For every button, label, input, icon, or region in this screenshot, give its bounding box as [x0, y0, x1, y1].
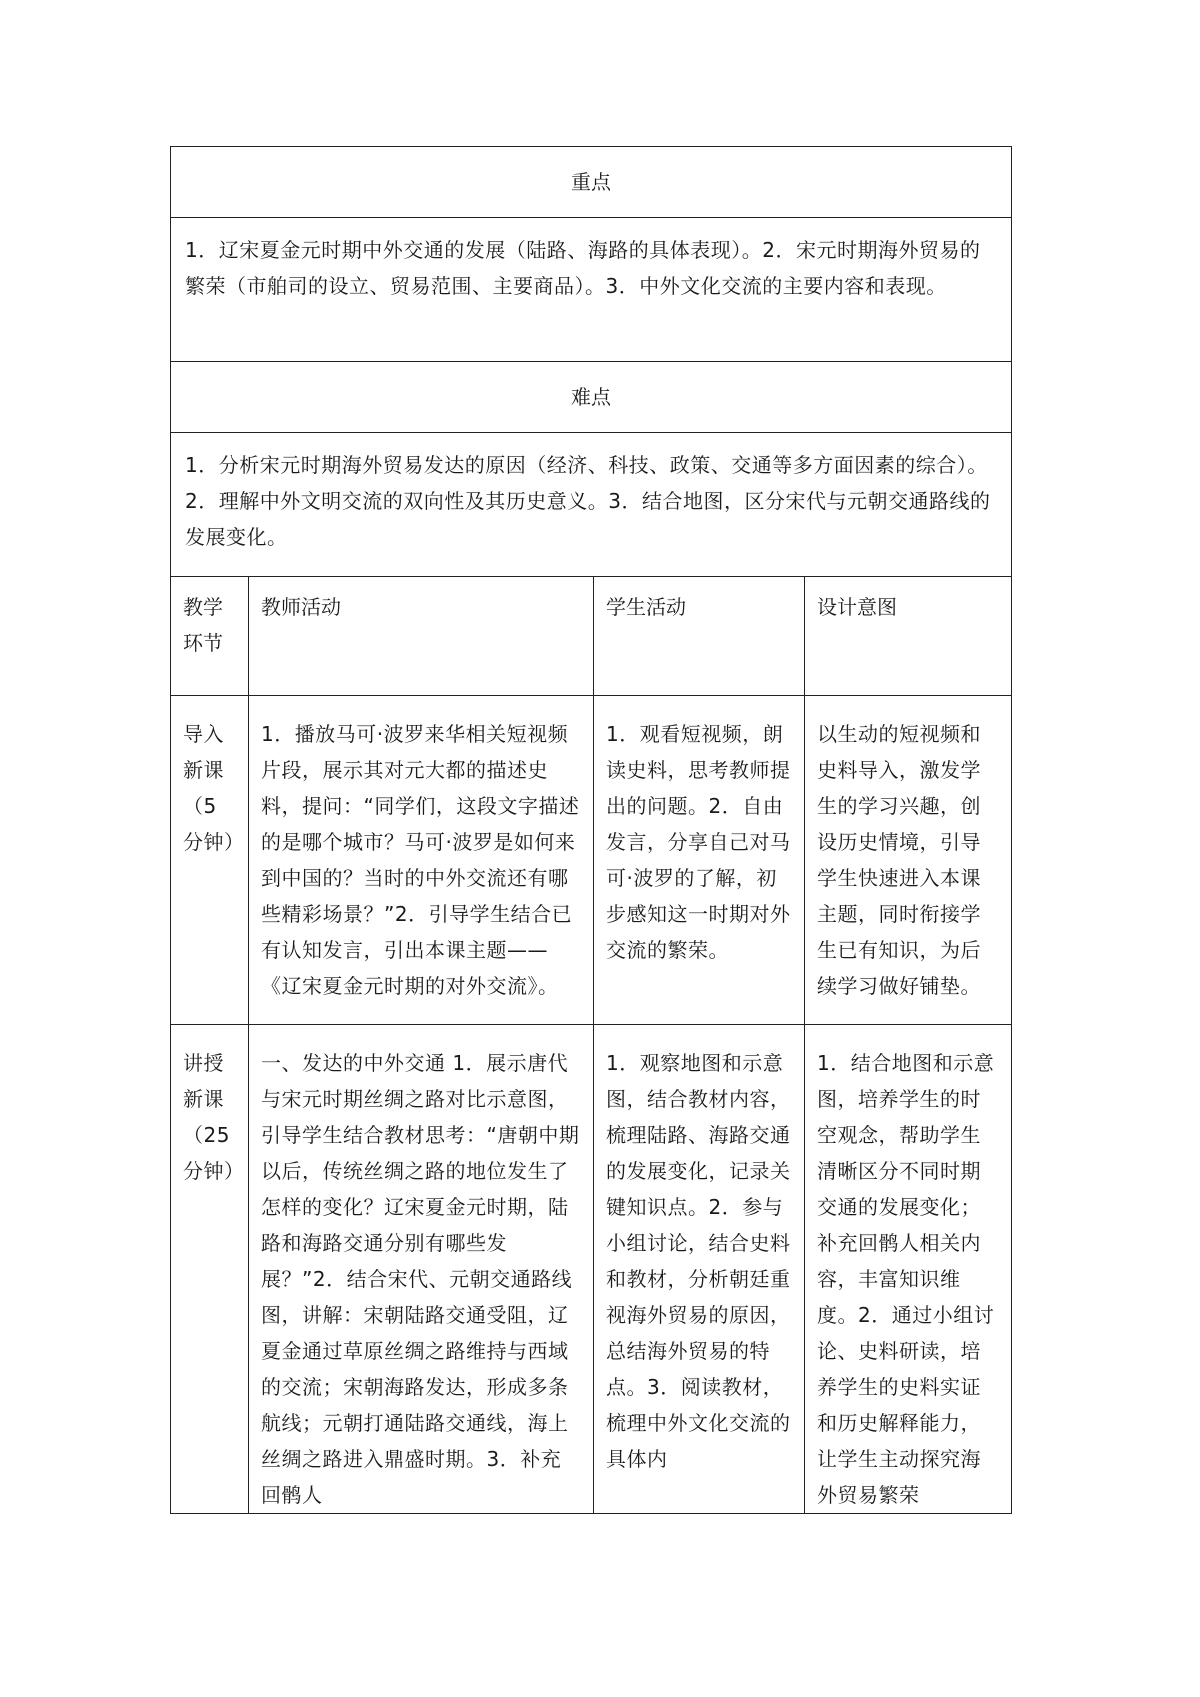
header-teacher-activity: 教师活动: [249, 577, 594, 696]
activity-header-row: [171, 577, 1012, 696]
key-points-heading: 重点: [171, 147, 1012, 218]
stage-cell: 讲授新课（25分钟）: [171, 1025, 249, 1514]
header-design-intent: 设计意图: [805, 577, 1012, 696]
student-activity-cell: 1．观看短视频，朗读史料，思考教师提出的问题。2．自由发言，分享自己对马可·波罗的了解，初步感知这一时期对外交流的繁荣。: [594, 696, 805, 1025]
design-intent-cell: 以生动的短视频和史料导入，激发学生的学习兴趣，创设历史情境，引导学生快速进入本课主题，同时衔接学生已有知识，为后续学习做好铺垫。: [805, 696, 1012, 1025]
difficult-points-heading-row: [171, 362, 1012, 433]
key-points-heading-row: [171, 147, 1012, 218]
key-points-content-row: [171, 218, 1012, 362]
key-points-content: 1．辽宋夏金元时期中外交通的发展（陆路、海路的具体表现）。2．宋元时期海外贸易的繁荣（市舶司的设立、贸易范围、主要商品）。3．中外文化交流的主要内容和表现。: [171, 218, 1012, 362]
header-student-activity: 学生活动: [594, 577, 805, 696]
difficult-points-heading: 难点: [171, 362, 1012, 433]
table-row: [171, 696, 1012, 1025]
stage-cell: 导入新课（5分钟）: [171, 696, 249, 1025]
student-activity-cell: 1．观察地图和示意图，结合教材内容，梳理陆路、海路交通的发展变化，记录关键知识点。2．参与小组讨论，结合史料和教材，分析朝廷重视海外贸易的原因，总结海外贸易的特点。3．阅读教材，梳理中外文化交流的具体内: [594, 1025, 805, 1514]
design-intent-cell: 1．结合地图和示意图，培养学生的时空观念，帮助学生清晰区分不同时期交通的发展变化；补充回鹘人相关内容，丰富知识维度。2．通过小组讨论、史料研读，培养学生的史料实证和历史解释能力，让学生主动探究海外贸易繁荣: [805, 1025, 1012, 1514]
teacher-activity-cell: 一、发达的中外交通 1．展示唐代与宋元时期丝绸之路对比示意图，引导学生结合教材思考：“唐朝中期以后，传统丝绸之路的地位发生了怎样的变化？辽宋夏金元时期，陆路和海路交通分别有哪些发展？”2．结合宋代、元朝交通路线图，讲解：宋朝陆路交通受阻，辽夏金通过草原丝绸之路维持与西域的交流；宋朝海路发达，形成多条航线；元朝打通陆路交通线，海上丝绸之路进入鼎盛时期。3．补充回鹘人: [249, 1025, 594, 1514]
lesson-plan-table: [170, 146, 1012, 1514]
difficult-points-content: 1．分析宋元时期海外贸易发达的原因（经济、科技、政策、交通等多方面因素的综合）。2．理解中外文明交流的双向性及其历史意义。3．结合地图，区分宋代与元朝交通路线的发展变化。: [171, 433, 1012, 577]
teacher-activity-cell: 1．播放马可·波罗来华相关短视频片段，展示其对元大都的描述史料，提问：“同学们，这段文字描述的是哪个城市？马可·波罗是如何来到中国的？当时的中外交流还有哪些精彩场景？”2．引导学生结合已有认知发言，引出本课主题——《辽宋夏金元时期的对外交流》。: [249, 696, 594, 1025]
difficult-points-content-row: [171, 433, 1012, 577]
header-stage: 教学环节: [171, 577, 249, 696]
table-row: [171, 1025, 1012, 1514]
